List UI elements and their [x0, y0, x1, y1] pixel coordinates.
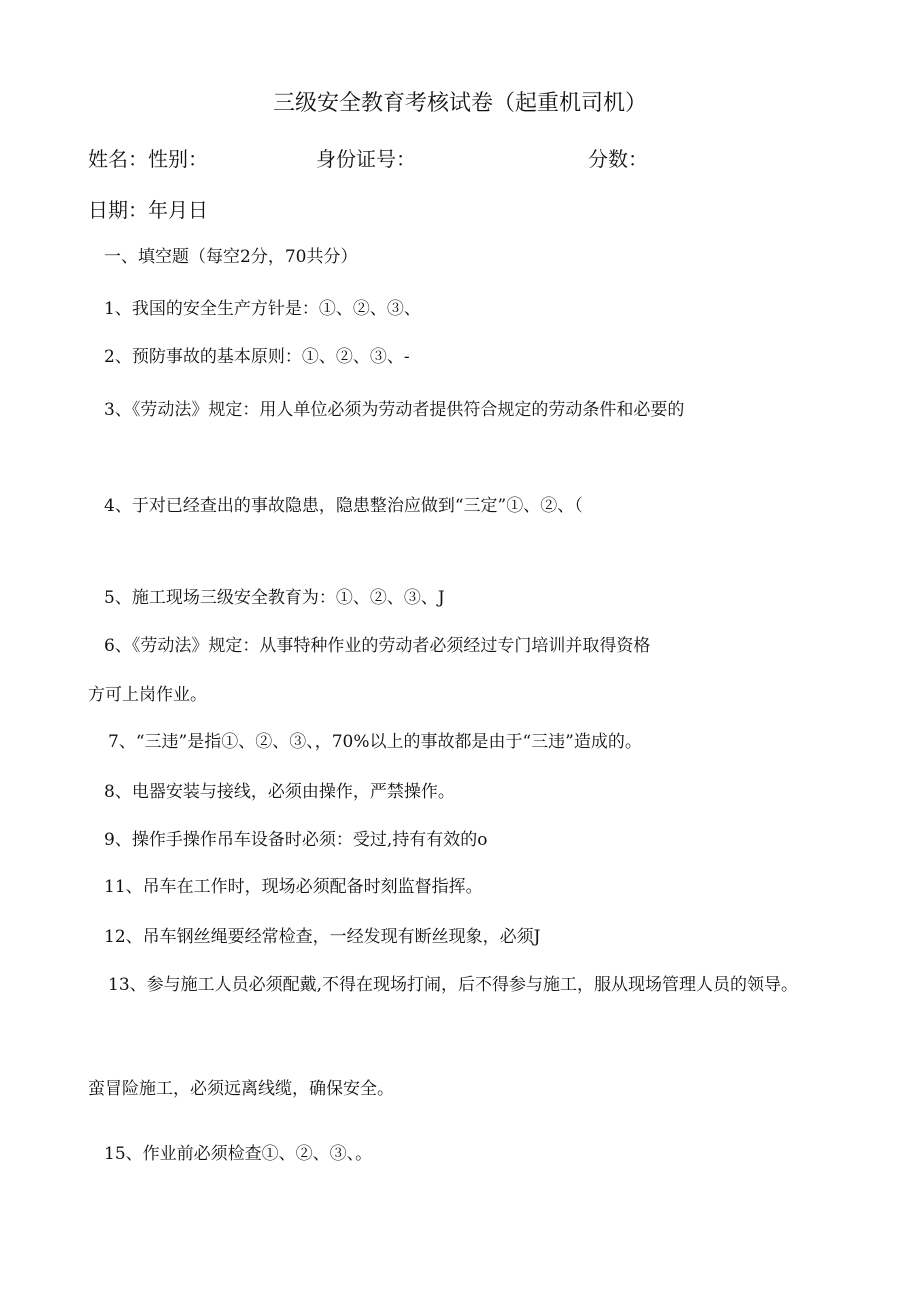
question-14-fragment: 蛮冒险施工，必须远离线缆，确保安全。 [88, 1079, 394, 1099]
section-title: 一、填空题（每空2分，70共分） [104, 247, 358, 267]
question-2: 2、预防事故的基本原则：①、②、③、- [104, 347, 410, 367]
question-7: 7、“三违”是指①、②、③、，70%以上的事故都是由于“三违”造成的。 [108, 732, 642, 752]
question-9: 9、操作手操作吊车设备时必须：受过,持有有效的o [104, 830, 488, 850]
question-3: 3、《劳动法》规定：用人单位必须为劳动者提供符合规定的劳动条件和必要的 [104, 400, 685, 420]
name-gender-label: 姓名：性别： [88, 147, 208, 171]
question-5: 5、施工现场三级安全教育为：①、②、③、J [104, 588, 445, 608]
id-number-label: 身份证号： [316, 147, 416, 171]
date-label: 日期：年月日 [88, 198, 208, 222]
question-6: 6、《劳动法》规定：从事特种作业的劳动者必须经过专门培训并取得资格 [104, 636, 651, 656]
question-8: 8、电器安装与接线，必须由操作，严禁操作。 [104, 782, 455, 802]
question-4: 4、于对已经查出的事故隐患，隐患整治应做到“三定”①、②、（ [104, 496, 583, 516]
score-label: 分数： [588, 147, 648, 171]
question-12: 12、吊车钢丝绳要经常检查，一经发现有断丝现象，必须J [104, 927, 541, 947]
question-1: 1、我国的安全生产方针是：①、②、③、 [104, 299, 421, 319]
question-11: 11、吊车在工作时，现场必须配备时刻监督指挥。 [104, 877, 483, 897]
exam-title: 三级安全教育考核试卷（起重机司机） [272, 91, 647, 116]
question-15: 15、作业前必须检查①、②、③、。 [104, 1144, 373, 1164]
question-13: 13、参与施工人员必须配戴,不得在现场打闹，后不得参与施工，服从现场管理人员的领导。 [108, 975, 799, 995]
question-6-continuation: 方可上岗作业。 [88, 685, 207, 705]
